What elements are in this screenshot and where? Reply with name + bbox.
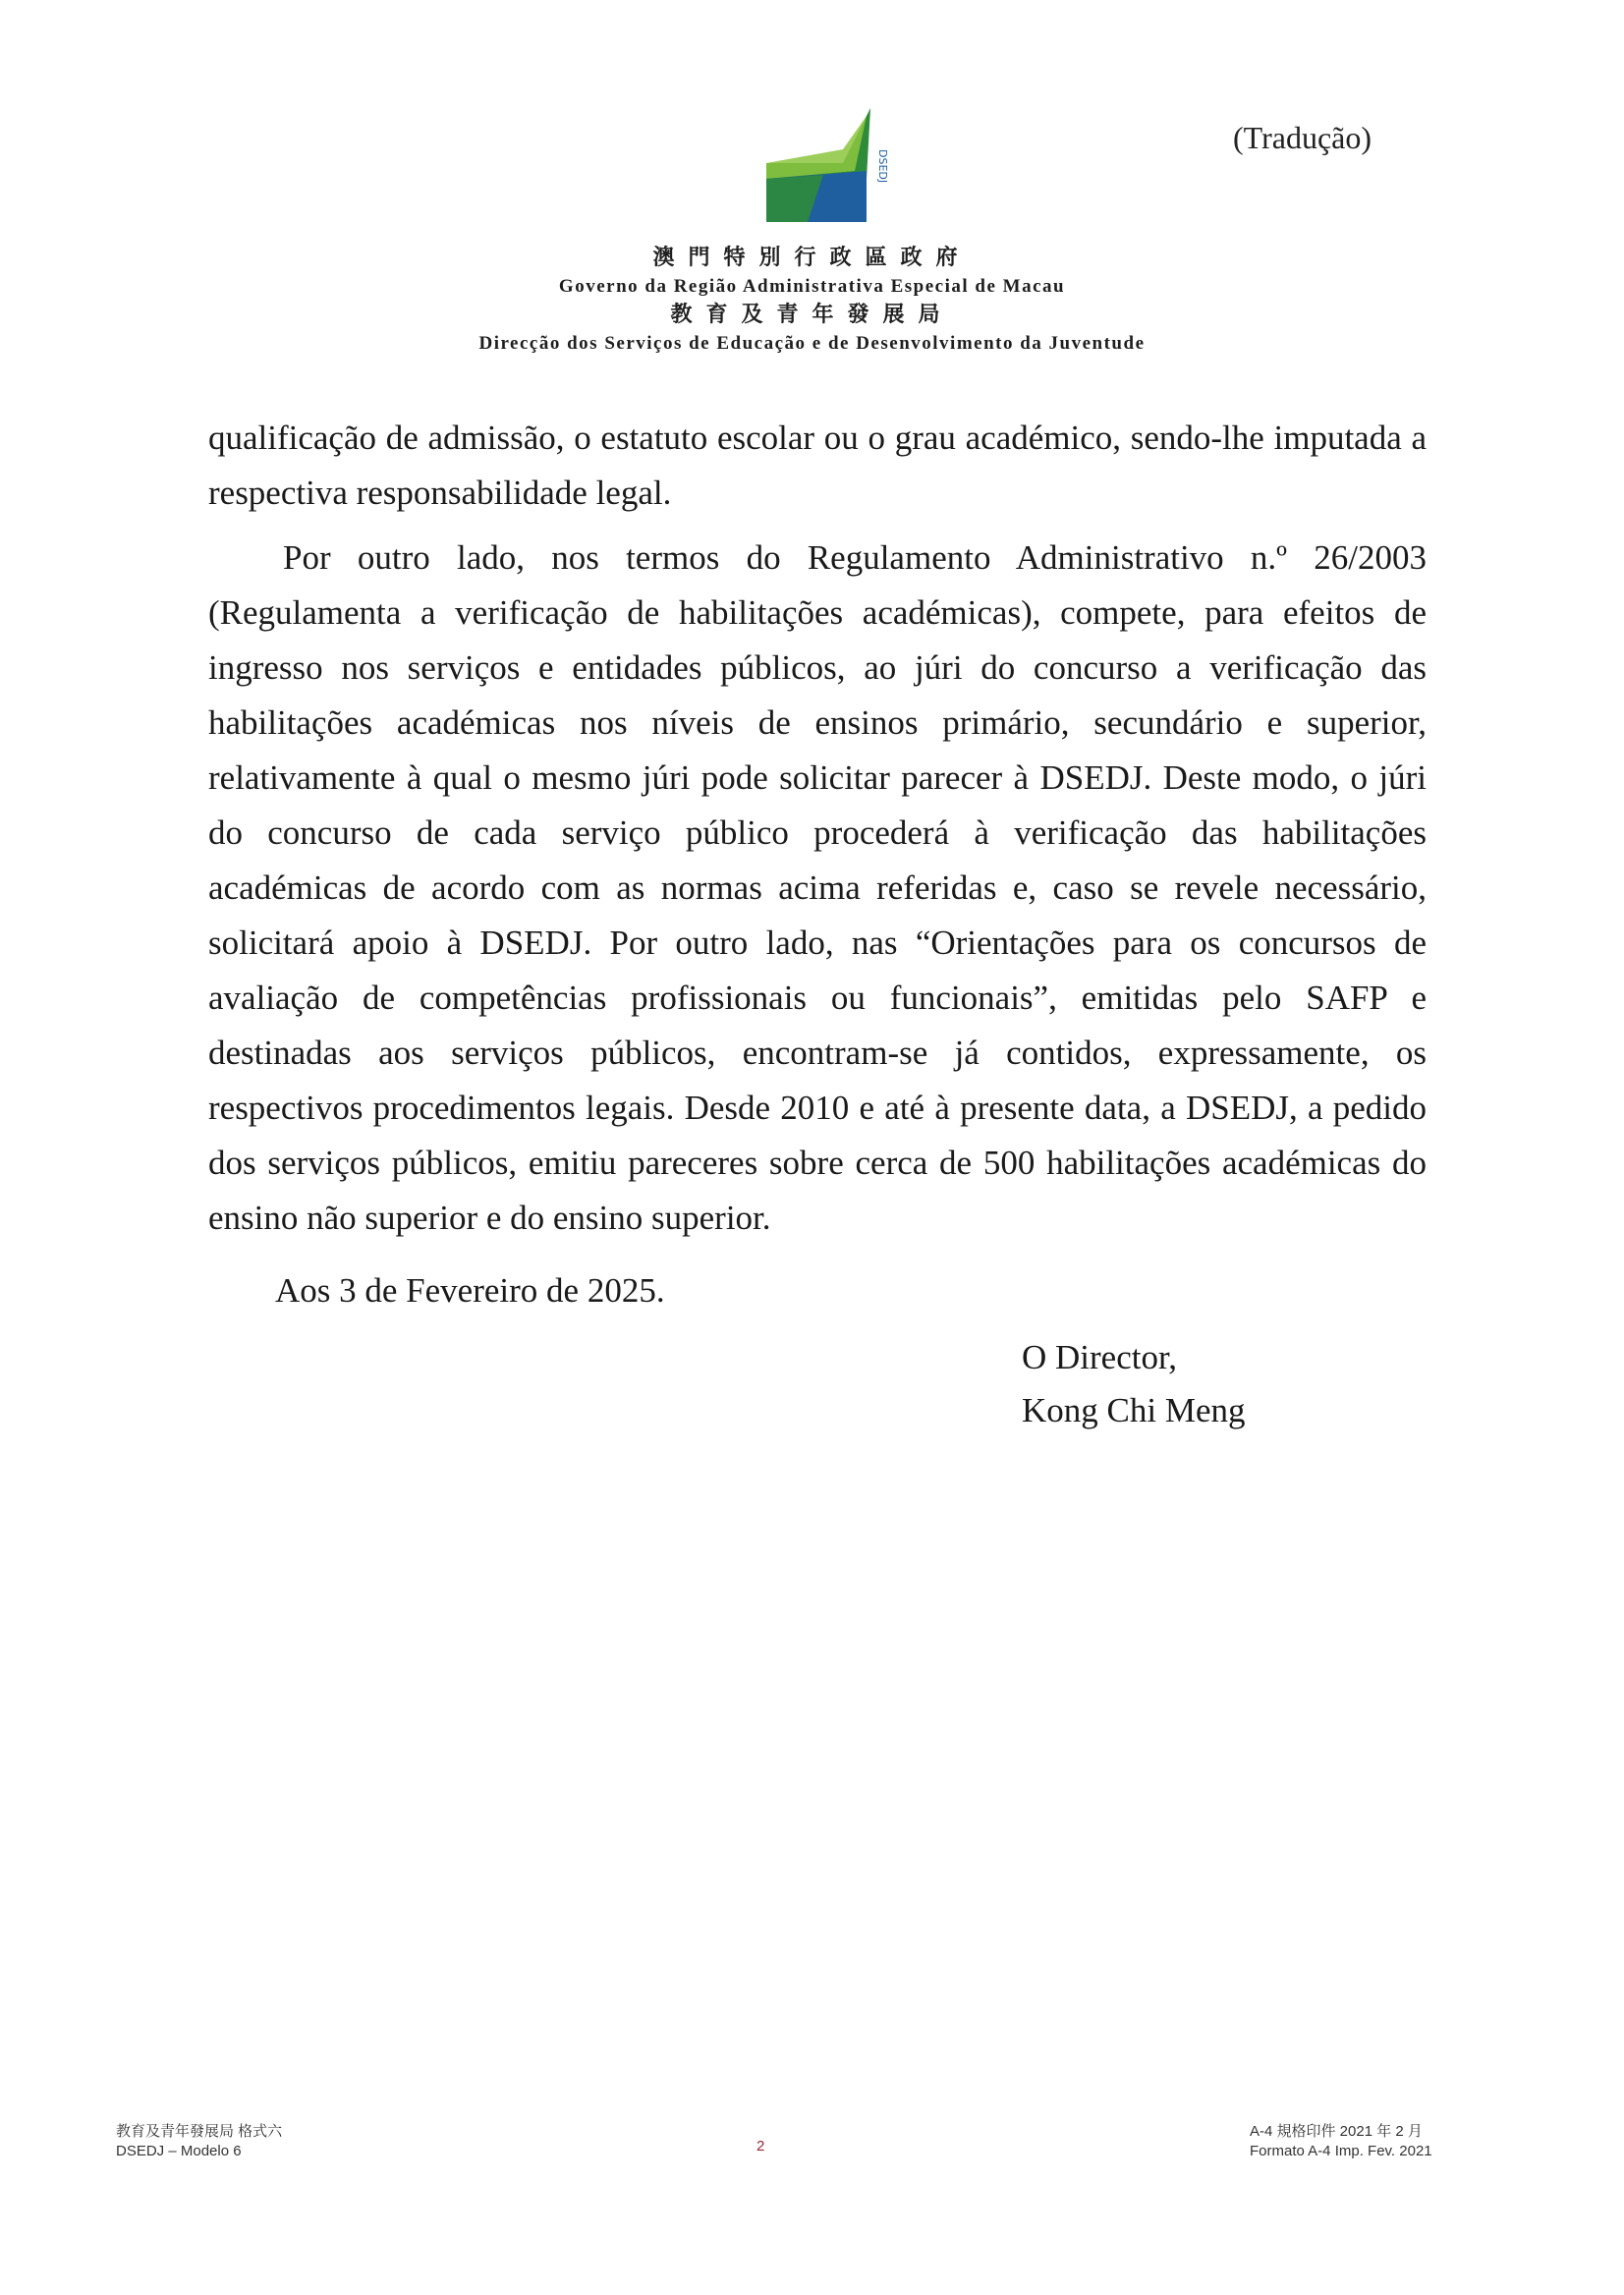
signature-title: O Director, [1022, 1338, 1177, 1376]
footer-form-model [116, 2122, 282, 2161]
signature-block [1022, 1331, 1246, 1437]
paragraph-continuation: qualificação de admissão, o estatuto escolar ou o grau académico, sendo-lhe imputada a respectiva responsabilidade legal. [208, 419, 1427, 512]
department-name-zh: 教育及青年發展局 [670, 303, 954, 327]
signature-name: Kong Chi Meng [1022, 1391, 1246, 1429]
paragraph-main: Por outro lado, nos termos do Regulamento Administrativo n.º 26/2003 (Regulamenta a verificação de habilitações académicas), compete, para efeitos de ingresso nos serviços e entidades públicos, ao júri do concurso a verificação das habilitações académicas nos níveis de ensinos primário, secundário e superior, relativamente à qual o mesmo júri pode solicitar parecer à DSEDJ. Deste modo, o júri do concurso de cada serviço público procederá à verificação das habilitações académicas de acordo com as normas acima referidas e, caso se revele necessário, solicitará apoio à DSEDJ. Por outro lado, nas “Orientações para os concursos de avaliação de competências profissionais ou funcionais”, emitidas pelo SAFP e destinadas aos serviços públicos, encontram-se já contidos, expressamente, os respectivos procedimentos legais. Desde 2010 e até à presente data, a DSEDJ, a pedido dos serviços públicos, emitiu pareceres sobre cerca de 500 habilitações académicas do ensino não superior e do ensino superior. [208, 538, 1427, 1237]
footer-model-pt: DSEDJ – Modelo 6 [116, 2143, 242, 2159]
footer-model-zh: 教育及青年發展局 格式六 [116, 2123, 283, 2140]
government-name-pt: Governo da Região Administrativa Especial de Macau [558, 276, 1066, 297]
page-number: 2 [756, 2138, 765, 2155]
footer-format-pt: Formato A-4 Imp. Fev. 2021 [1250, 2143, 1432, 2159]
footer-print-format [1250, 2122, 1432, 2161]
date-line: Aos 3 de Fevereiro de 2025. [275, 1271, 665, 1310]
department-name-pt: Direcção dos Serviços de Educação e de Desenvolvimento da Juventude [478, 333, 1146, 354]
letter-body [208, 411, 1427, 1246]
translation-note: (Tradução) [1233, 120, 1372, 155]
logo-text: DSEDJ [876, 149, 889, 184]
logo-light-leaf [766, 116, 867, 179]
dsedj-logo [764, 106, 902, 232]
footer-format-zh: A-4 規格印件 2021 年 2 月 [1250, 2123, 1423, 2140]
government-name-zh: 澳門特別行政區政府 [652, 246, 972, 270]
letterhead [0, 244, 1624, 358]
